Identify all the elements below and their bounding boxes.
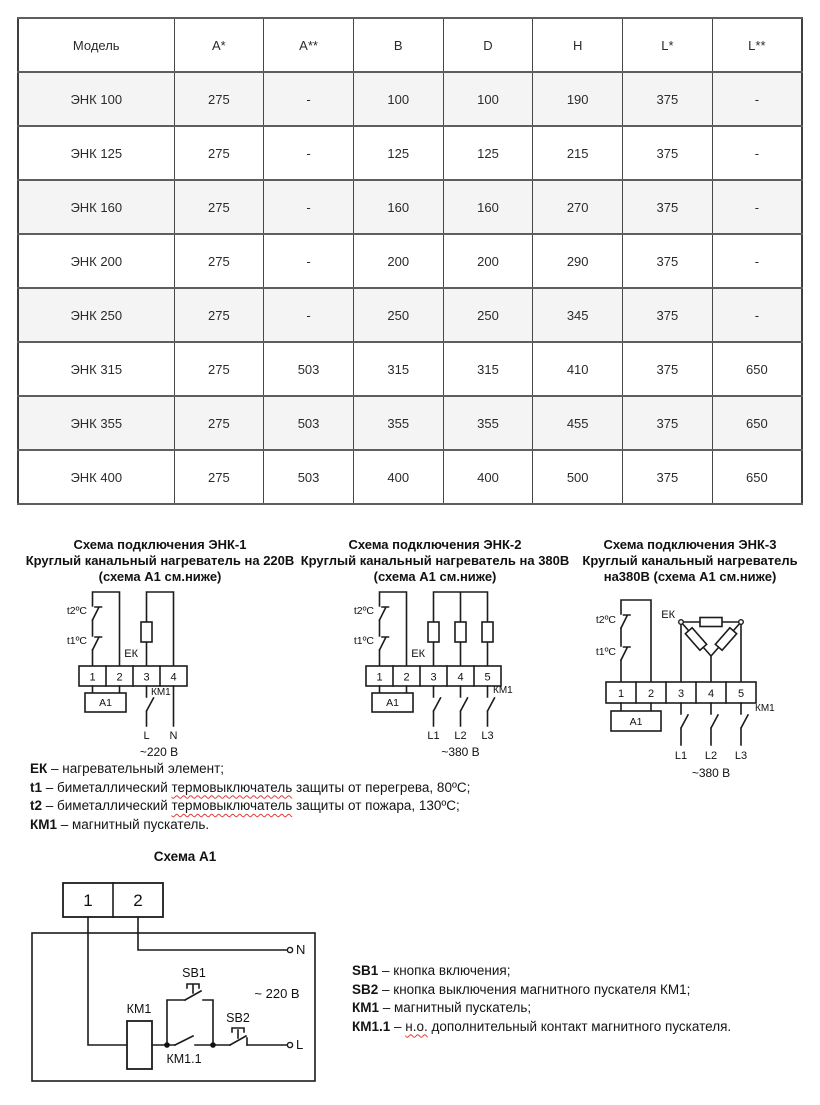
value-cell: - (264, 234, 354, 288)
components-legend (30, 760, 470, 834)
value-cell: 275 (174, 180, 264, 234)
terminal-number: 2 (647, 688, 655, 700)
t1-label: t1ºC (353, 635, 374, 647)
diagram-title-enk3 (550, 537, 820, 585)
value-cell: 100 (353, 72, 443, 126)
value-cell: 503 (264, 396, 354, 450)
supply-branch (434, 686, 495, 726)
contactor-coil-label: КМ1 (126, 1002, 152, 1016)
heater-branch (141, 592, 174, 666)
value-cell: - (264, 180, 354, 234)
table-row (18, 180, 802, 234)
value-cell: 375 (623, 450, 713, 504)
legend-term: t2 (30, 798, 43, 813)
value-cell: - (712, 234, 802, 288)
legend-term: SB1 (352, 963, 379, 978)
controller-label: А1 (386, 697, 399, 709)
legend-term: КМ1 (352, 1000, 379, 1015)
column-header: A* (174, 18, 264, 72)
terminal-number: 3 (143, 671, 150, 684)
value-cell: 275 (174, 450, 264, 504)
value-cell: 503 (264, 342, 354, 396)
title-line: Схема подключения ЭНК-2 (348, 537, 522, 552)
model-cell: ЭНК 250 (18, 288, 174, 342)
l-label: L (296, 1037, 304, 1052)
terminal-block (63, 883, 163, 917)
n-terminal-node (287, 947, 292, 952)
contactor-label: КМ1 (151, 687, 171, 698)
table-row (18, 126, 802, 180)
terminal-number: 5 (737, 688, 745, 700)
heating-element (482, 622, 493, 642)
spellcheck-word: термовыключатель (171, 779, 293, 795)
heater-label: ЕК (661, 609, 675, 621)
terminal-number: 4 (457, 671, 464, 684)
diagram-title-enk2 (290, 537, 580, 585)
km11-contact-blade (175, 1036, 193, 1045)
contactor-contact (681, 703, 688, 745)
value-cell: - (264, 126, 354, 180)
controller-label: А1 (629, 716, 643, 728)
title-line: Схема подключения ЭНК-3 (603, 537, 777, 552)
title-line: (схема А1 см.ниже) (98, 569, 222, 584)
thermal-switch-t1 (621, 647, 630, 660)
wiring-diagram-enk2 (330, 584, 565, 762)
supply-branch (681, 703, 748, 745)
model-cell: ЭНК 315 (18, 342, 174, 396)
heater-label: ЕК (124, 648, 138, 660)
value-cell: 375 (623, 72, 713, 126)
contactor-label: КМ1 (493, 685, 513, 696)
contactor-contact (461, 686, 468, 726)
wiring-diagram-enk3 (583, 590, 820, 802)
value-cell: 275 (174, 342, 264, 396)
legend-line: КМ1 – магнитный пускатель. (30, 816, 210, 832)
value-cell: 290 (533, 234, 623, 288)
value-cell: 100 (443, 72, 533, 126)
legend-line: КМ1 – магнитный пускатель; (352, 1000, 532, 1015)
column-header: B (353, 18, 443, 72)
diagram-title-enk1 (15, 537, 305, 585)
legend-line: ЕК – нагревательный элемент; (30, 761, 225, 776)
junction-dot (164, 1042, 170, 1048)
value-cell: - (712, 180, 802, 234)
thermal-switch-loop (93, 592, 120, 666)
title-line: Схема подключения ЭНК-1 (73, 537, 247, 552)
title-line: Круглый канальный нагреватель на 380В (300, 553, 570, 568)
column-header: H (533, 18, 623, 72)
n-label: N (296, 942, 306, 957)
contactor-contact (711, 703, 718, 745)
junction-node (679, 620, 684, 625)
heating-element (700, 618, 722, 627)
line-label: L1 (427, 730, 440, 742)
legend-line: t2 – биметаллический термовыключатель защиты от пожара, 130ºС; (30, 798, 460, 813)
terminal-number: 4 (707, 688, 715, 700)
thermal-switch-t2 (621, 615, 630, 628)
line-label: L2 (454, 730, 467, 742)
model-cell: ЭНК 100 (18, 72, 174, 126)
thermal-switch-t2 (93, 607, 102, 620)
legend-term: КМ1 (30, 816, 57, 832)
sb2-label: SB2 (226, 1011, 250, 1025)
model-cell: ЭНК 400 (18, 450, 174, 504)
terminal-number: 2 (133, 891, 143, 910)
terminal-number: 5 (484, 671, 491, 684)
value-cell: 190 (533, 72, 623, 126)
dimensions-table-body (18, 72, 802, 504)
value-cell: 160 (443, 180, 533, 234)
value-cell: 125 (443, 126, 533, 180)
dimensions-table (17, 17, 803, 505)
title-line: Круглый канальный нагреватель (582, 553, 798, 568)
terminal-number: 2 (403, 671, 410, 684)
value-cell: 375 (623, 396, 713, 450)
line-label: N (169, 730, 178, 742)
column-header: L** (712, 18, 802, 72)
spellcheck-word: термовыключатель (171, 798, 293, 813)
contactor-contact (741, 703, 748, 745)
model-cell: ЭНК 200 (18, 234, 174, 288)
heater-label: ЕК (411, 648, 425, 660)
thermal-switch-loop (621, 600, 651, 682)
legend-line: SB1 – кнопка включения; (352, 963, 511, 978)
km11-label: КМ1.1 (166, 1052, 202, 1066)
schema-a1-diagram (25, 872, 357, 1100)
contactor-coil (127, 1021, 152, 1069)
value-cell: 275 (174, 72, 264, 126)
legend-term: ЕК (30, 761, 48, 776)
junction-node (739, 620, 744, 625)
heater-branch (428, 592, 493, 666)
table-row (18, 342, 802, 396)
heating-element (141, 622, 152, 642)
sb2-button-contact (230, 1028, 247, 1045)
legend-line: t1 – биметаллический термовыключатель защиты от перегрева, 80ºС; (30, 779, 471, 795)
value-cell: 355 (443, 396, 533, 450)
value-cell: 275 (174, 126, 264, 180)
junction-dot (210, 1042, 216, 1048)
spellcheck-word: н.о. (405, 1018, 428, 1034)
line-label: L3 (734, 750, 748, 762)
table-row (18, 396, 802, 450)
value-cell: 215 (533, 126, 623, 180)
value-cell: 345 (533, 288, 623, 342)
legend-line: SB2 – кнопка выключения магнитного пускателя КМ1; (352, 981, 691, 997)
contactor-contact (434, 686, 441, 726)
heating-element (685, 628, 706, 650)
header-row (18, 18, 802, 72)
value-cell: - (712, 288, 802, 342)
wiring-diagram-enk1 (35, 584, 260, 762)
sb1-label: SB1 (182, 966, 206, 980)
heating-element (428, 622, 439, 642)
table-row (18, 450, 802, 504)
value-cell: 375 (623, 342, 713, 396)
schema-a1-title: Схема А1 (153, 849, 217, 864)
t2-label: t2ºC (66, 605, 87, 617)
value-cell: - (712, 126, 802, 180)
terminal-number: 2 (116, 671, 123, 684)
thermal-switch-loop (380, 592, 407, 666)
value-cell: 275 (174, 288, 264, 342)
t2-label: t2ºC (353, 605, 374, 617)
table-row (18, 234, 802, 288)
table-row (18, 288, 802, 342)
terminal-number: 1 (89, 671, 96, 684)
model-cell: ЭНК 355 (18, 396, 174, 450)
column-header: A** (264, 18, 354, 72)
value-cell: 250 (443, 288, 533, 342)
value-cell: - (264, 288, 354, 342)
value-cell: 200 (353, 234, 443, 288)
line-label: L3 (481, 730, 494, 742)
legend-term: SB2 (352, 981, 379, 997)
value-cell: 503 (264, 450, 354, 504)
value-cell: 650 (712, 396, 802, 450)
title-line: (схема А1 см.ниже) (373, 569, 497, 584)
table-row (18, 72, 802, 126)
column-header: L* (623, 18, 713, 72)
value-cell: - (264, 72, 354, 126)
value-cell: 400 (353, 450, 443, 504)
terminal-number: 1 (617, 688, 625, 700)
value-cell: 375 (623, 126, 713, 180)
value-cell: 160 (353, 180, 443, 234)
value-cell: 400 (443, 450, 533, 504)
dimensions-table-head (18, 18, 802, 72)
thermal-switch-t1 (380, 637, 389, 650)
terminal-number: 4 (170, 671, 177, 684)
value-cell: 275 (174, 234, 264, 288)
thermal-switch-t2 (380, 607, 389, 620)
value-cell: 650 (712, 342, 802, 396)
terminal-number: 3 (430, 671, 437, 684)
value-cell: 200 (443, 234, 533, 288)
t2-label: t2ºC (595, 614, 616, 626)
controller-label: А1 (99, 697, 112, 709)
model-cell: ЭНК 160 (18, 180, 174, 234)
schema-legend (352, 962, 731, 1036)
heating-element (455, 622, 466, 642)
voltage-label: ~220 В (139, 745, 179, 759)
terminal-number: 3 (677, 688, 685, 700)
terminal-number: 1 (83, 891, 93, 910)
l-terminal-node (287, 1042, 292, 1047)
voltage-label: ~380 В (441, 745, 480, 759)
heater-delta-branch (679, 618, 744, 683)
t1-label: t1ºC (595, 646, 616, 658)
value-cell: 375 (623, 180, 713, 234)
title-line: Круглый канальный нагреватель на 220В (25, 553, 295, 568)
voltage-label: ~380 В (691, 766, 731, 780)
title-line: на380В (схема А1 см.ниже) (603, 569, 777, 584)
value-cell: 500 (533, 450, 623, 504)
value-cell: 270 (533, 180, 623, 234)
line-label: L (143, 730, 150, 742)
voltage-label: ~ 220 В (254, 986, 300, 1001)
heating-element (715, 628, 736, 650)
legend-term: t1 (30, 779, 43, 795)
legend-line: КМ1.1 – н.о. дополнительный контакт магнитного пускателя. (352, 1018, 732, 1034)
column-header: D (443, 18, 533, 72)
value-cell: 315 (443, 342, 533, 396)
value-cell: 125 (353, 126, 443, 180)
value-cell: 275 (174, 396, 264, 450)
value-cell: 375 (623, 288, 713, 342)
thermal-switch-t1 (93, 637, 102, 650)
line-label: L2 (704, 750, 718, 762)
legend-term: КМ1.1 (352, 1018, 391, 1034)
terminal-number: 1 (376, 671, 383, 684)
contactor-label: КМ1 (755, 703, 775, 714)
value-cell: 315 (353, 342, 443, 396)
value-cell: 355 (353, 396, 443, 450)
value-cell: 375 (623, 234, 713, 288)
value-cell: 410 (533, 342, 623, 396)
value-cell: - (712, 72, 802, 126)
value-cell: 650 (712, 450, 802, 504)
value-cell: 455 (533, 396, 623, 450)
line-label: L1 (674, 750, 688, 762)
model-cell: ЭНК 125 (18, 126, 174, 180)
sb1-button-contact (185, 984, 201, 1000)
t1-label: t1ºC (66, 635, 87, 647)
column-header: Модель (18, 18, 174, 72)
value-cell: 250 (353, 288, 443, 342)
